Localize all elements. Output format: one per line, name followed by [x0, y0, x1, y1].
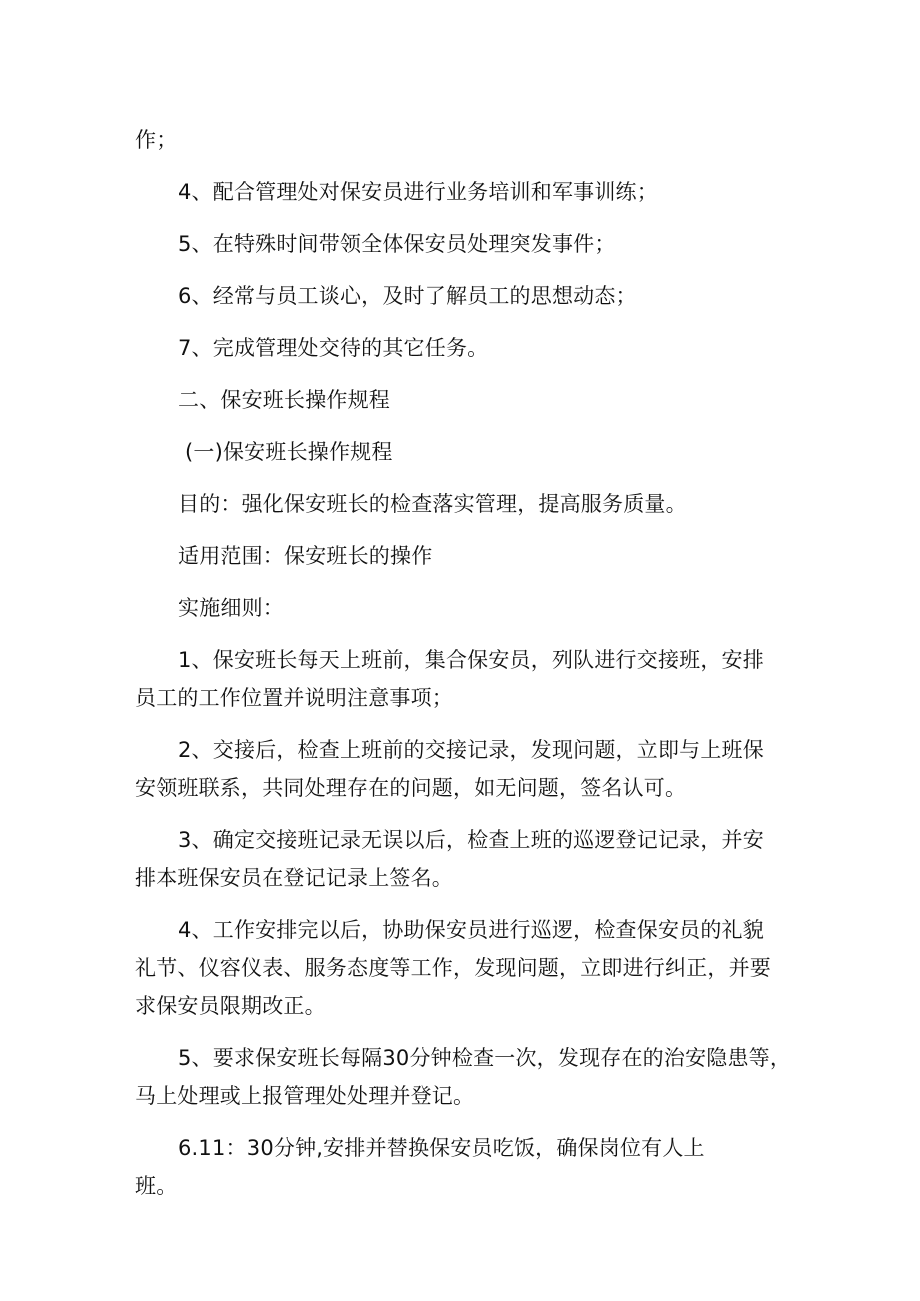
text-line: 求保安员限期改正。	[135, 994, 326, 1018]
text-line: 员工的工作位置并说明注意事项；	[135, 686, 453, 710]
text-line: 5、在特殊时间带领全体保安员处理突发事件；	[178, 232, 616, 256]
text-line: 6.11：30分钟,安排并替换保安员吃饭，确保岗位有人上	[178, 1136, 705, 1160]
text-line: 6、经常与员工谈心，及时了解员工的思想动态；	[178, 284, 637, 308]
section-heading: 二、保安班长操作规程	[178, 388, 390, 412]
text-line: 4、工作安排完以后，协助保安员进行巡逻，检查保安员的礼貌	[178, 918, 764, 942]
text-line: 3、确定交接班记录无误以后，检查上班的巡逻登记记录，并安	[178, 828, 764, 852]
text-line: 目的：强化保安班长的检查落实管理，提高服务质量。	[178, 492, 687, 516]
text-line: 1、保安班长每天上班前，集合保安员，列队进行交接班，安排	[178, 648, 764, 672]
text-line: 作；	[135, 128, 178, 152]
text-line: 礼节、仪容仪表、服务态度等工作，发现问题，立即进行纠正，并要	[135, 956, 771, 980]
text-line: 安领班联系，共同处理存在的问题，如无问题，签名认可。	[135, 776, 687, 800]
subsection-heading: (一)保安班长操作规程	[185, 440, 393, 464]
text-line: 2、交接后，检查上班前的交接记录，发现问题，立即与上班保	[178, 738, 764, 762]
text-line: 5、要求保安班长每隔30分钟检查一次，发现存在的治安隐患等，	[178, 1046, 792, 1070]
text-line: 排本班保安员在登记记录上签名。	[135, 866, 453, 890]
text-line: 7、完成管理处交待的其它任务。	[178, 336, 489, 360]
text-line: 实施细则：	[178, 596, 284, 620]
text-line: 班。	[135, 1174, 178, 1198]
text-line: 马上处理或上报管理处处理并登记。	[135, 1084, 475, 1108]
text-line: 4、配合管理处对保安员进行业务培训和军事训练；	[178, 180, 658, 204]
text-line: 适用范围：保安班长的操作	[178, 544, 433, 568]
